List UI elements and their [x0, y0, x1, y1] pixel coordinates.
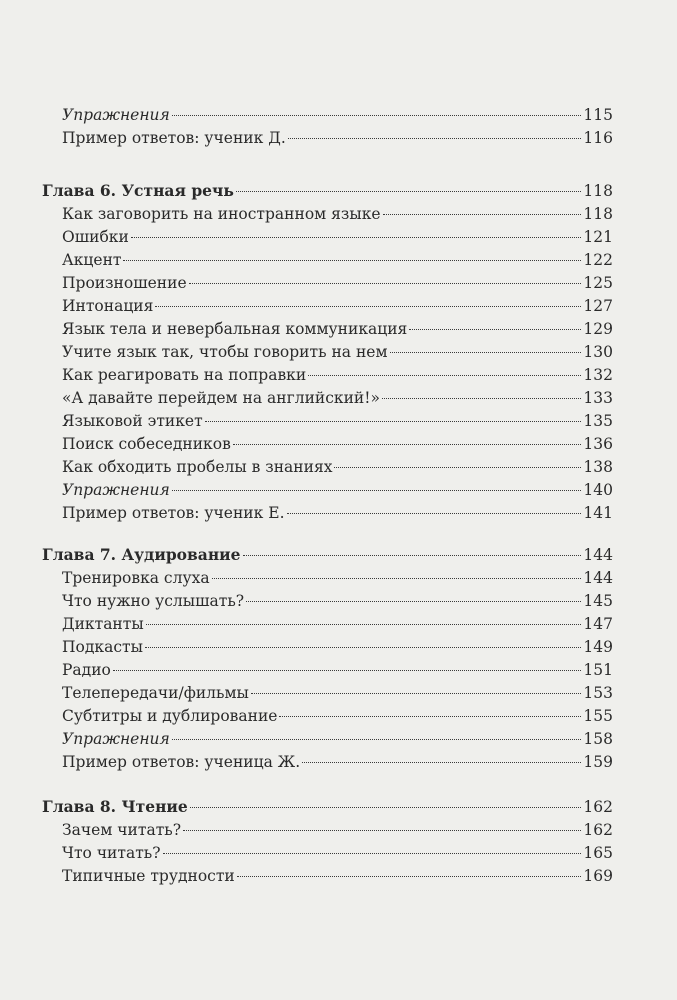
entry-title: Учите язык так, чтобы говорить на нем — [62, 343, 388, 361]
entry-title: Язык тела и невербальная коммуникация — [62, 320, 408, 338]
dot-leader — [287, 513, 582, 514]
entry-title: Как обходить пробелы в знаниях — [62, 458, 333, 476]
page-number: 151 — [583, 661, 613, 679]
toc-chapter-row — [42, 545, 613, 565]
dot-leader — [302, 762, 581, 763]
entry-title: Как реагировать на поправки — [62, 366, 307, 384]
dot-leader — [212, 578, 582, 579]
entry-title: Языковой этикет — [62, 412, 203, 430]
page-number: 158 — [583, 730, 613, 748]
page-number: 144 — [583, 569, 613, 587]
toc-entry-row — [62, 568, 613, 588]
dot-leader — [145, 647, 581, 648]
entry-title: Подкасты — [62, 638, 143, 656]
toc-entry-row — [62, 227, 613, 247]
dot-leader — [163, 853, 582, 854]
chapter-title: Глава 7. Аудирование — [42, 545, 241, 564]
dot-leader — [189, 283, 582, 284]
toc-entry-row — [62, 820, 613, 840]
toc-entry-row — [62, 319, 613, 339]
toc-entry-row — [62, 591, 613, 611]
toc-entry-row — [62, 637, 613, 657]
entry-title: Произношение — [62, 274, 187, 292]
dot-leader — [113, 670, 582, 671]
page-number: 153 — [583, 684, 613, 702]
dot-leader — [236, 191, 582, 192]
dot-leader — [123, 260, 581, 261]
dot-leader — [172, 739, 582, 740]
dot-leader — [382, 398, 581, 399]
toc-entry-row — [62, 752, 613, 772]
toc-entry-row — [62, 342, 613, 362]
entry-title: Типичные трудности — [62, 867, 235, 885]
dot-leader — [131, 237, 582, 238]
dot-leader — [172, 115, 582, 116]
dot-leader — [334, 467, 581, 468]
toc-chapter-row — [42, 181, 613, 201]
toc-entry-row — [62, 204, 613, 224]
toc-entry-row — [62, 250, 613, 270]
page-number: 132 — [583, 366, 613, 384]
entry-title: Телепередачи/фильмы — [62, 684, 249, 702]
entry-title: Радио — [62, 661, 111, 679]
dot-leader — [155, 306, 581, 307]
dot-leader — [237, 876, 582, 877]
page-number: 122 — [583, 251, 613, 269]
page-number: 165 — [583, 844, 613, 862]
page-number: 125 — [583, 274, 613, 292]
dot-leader — [251, 693, 582, 694]
dot-leader — [390, 352, 582, 353]
page-number: 147 — [583, 615, 613, 633]
toc-entry-row — [62, 388, 613, 408]
entry-title: Диктанты — [62, 615, 144, 633]
toc-entry-row — [62, 296, 613, 316]
toc-entry-row — [62, 273, 613, 293]
entry-title: Акцент — [62, 251, 122, 269]
page-number: 149 — [583, 638, 613, 656]
page-number: 118 — [583, 205, 613, 223]
page-number: 155 — [583, 707, 613, 725]
page-number: 138 — [583, 458, 613, 476]
entry-title: Упражнения — [62, 730, 170, 748]
toc-entry-row — [62, 365, 613, 385]
toc-entry-row — [62, 457, 613, 477]
entry-title: Субтитры и дублирование — [62, 707, 278, 725]
dot-leader — [172, 490, 582, 491]
page-number: 116 — [583, 129, 613, 147]
toc-entry-row — [62, 843, 613, 863]
dot-leader — [205, 421, 582, 422]
dot-leader — [288, 138, 582, 139]
toc-entry-row — [62, 480, 613, 500]
entry-title: Тренировка слуха — [62, 569, 210, 587]
toc-entry-row — [62, 660, 613, 680]
chapter-title: Глава 8. Чтение — [42, 797, 188, 816]
toc-entry-row — [62, 105, 613, 125]
dot-leader — [383, 214, 582, 215]
dot-leader — [308, 375, 581, 376]
chapter-title: Глава 6. Устная речь — [42, 181, 234, 200]
entry-title: «А давайте перейдем на английский!» — [62, 389, 380, 407]
page-number: 133 — [583, 389, 613, 407]
dot-leader — [243, 555, 582, 556]
entry-title: Что нужно услышать? — [62, 592, 245, 610]
toc-entry-row — [62, 729, 613, 749]
dot-leader — [246, 601, 581, 602]
page-number: 141 — [583, 504, 613, 522]
toc-chapter-row — [42, 797, 613, 817]
page-number: 159 — [583, 753, 613, 771]
entry-title: Упражнения — [62, 106, 170, 124]
page-number: 135 — [583, 412, 613, 430]
dot-leader — [233, 444, 582, 445]
entry-title: Пример ответов: ученик Д. — [62, 129, 286, 147]
toc-entry-row — [62, 503, 613, 523]
dot-leader — [146, 624, 582, 625]
page-number: 121 — [583, 228, 613, 246]
entry-title: Интонация — [62, 297, 154, 315]
page-number: 129 — [583, 320, 613, 338]
toc-entry-row — [62, 128, 613, 148]
page-number: 118 — [583, 182, 613, 200]
toc-entry-row — [62, 411, 613, 431]
page-number: 127 — [583, 297, 613, 315]
toc-entry-row — [62, 614, 613, 634]
page-number: 115 — [583, 106, 613, 124]
toc-entry-row — [62, 706, 613, 726]
toc-entry-row — [62, 866, 613, 886]
entry-title: Упражнения — [62, 481, 170, 499]
toc-entry-row — [62, 434, 613, 454]
page-number: 169 — [583, 867, 613, 885]
entry-title: Пример ответов: ученица Ж. — [62, 753, 301, 771]
page-number: 140 — [583, 481, 613, 499]
dot-leader — [190, 807, 582, 808]
entry-title: Что читать? — [62, 844, 161, 862]
page-number: 162 — [583, 821, 613, 839]
toc-entry-row — [62, 683, 613, 703]
entry-title: Пример ответов: ученик Е. — [62, 504, 285, 522]
page-number: 144 — [583, 546, 613, 564]
entry-title: Поиск собеседников — [62, 435, 231, 453]
dot-leader — [409, 329, 581, 330]
entry-title: Как заговорить на иностранном языке — [62, 205, 381, 223]
dot-leader — [183, 830, 581, 831]
page-number: 130 — [583, 343, 613, 361]
page-number: 136 — [583, 435, 613, 453]
entry-title: Ошибки — [62, 228, 129, 246]
page-number: 145 — [583, 592, 613, 610]
dot-leader — [279, 716, 581, 717]
entry-title: Зачем читать? — [62, 821, 182, 839]
page-number: 162 — [583, 798, 613, 816]
